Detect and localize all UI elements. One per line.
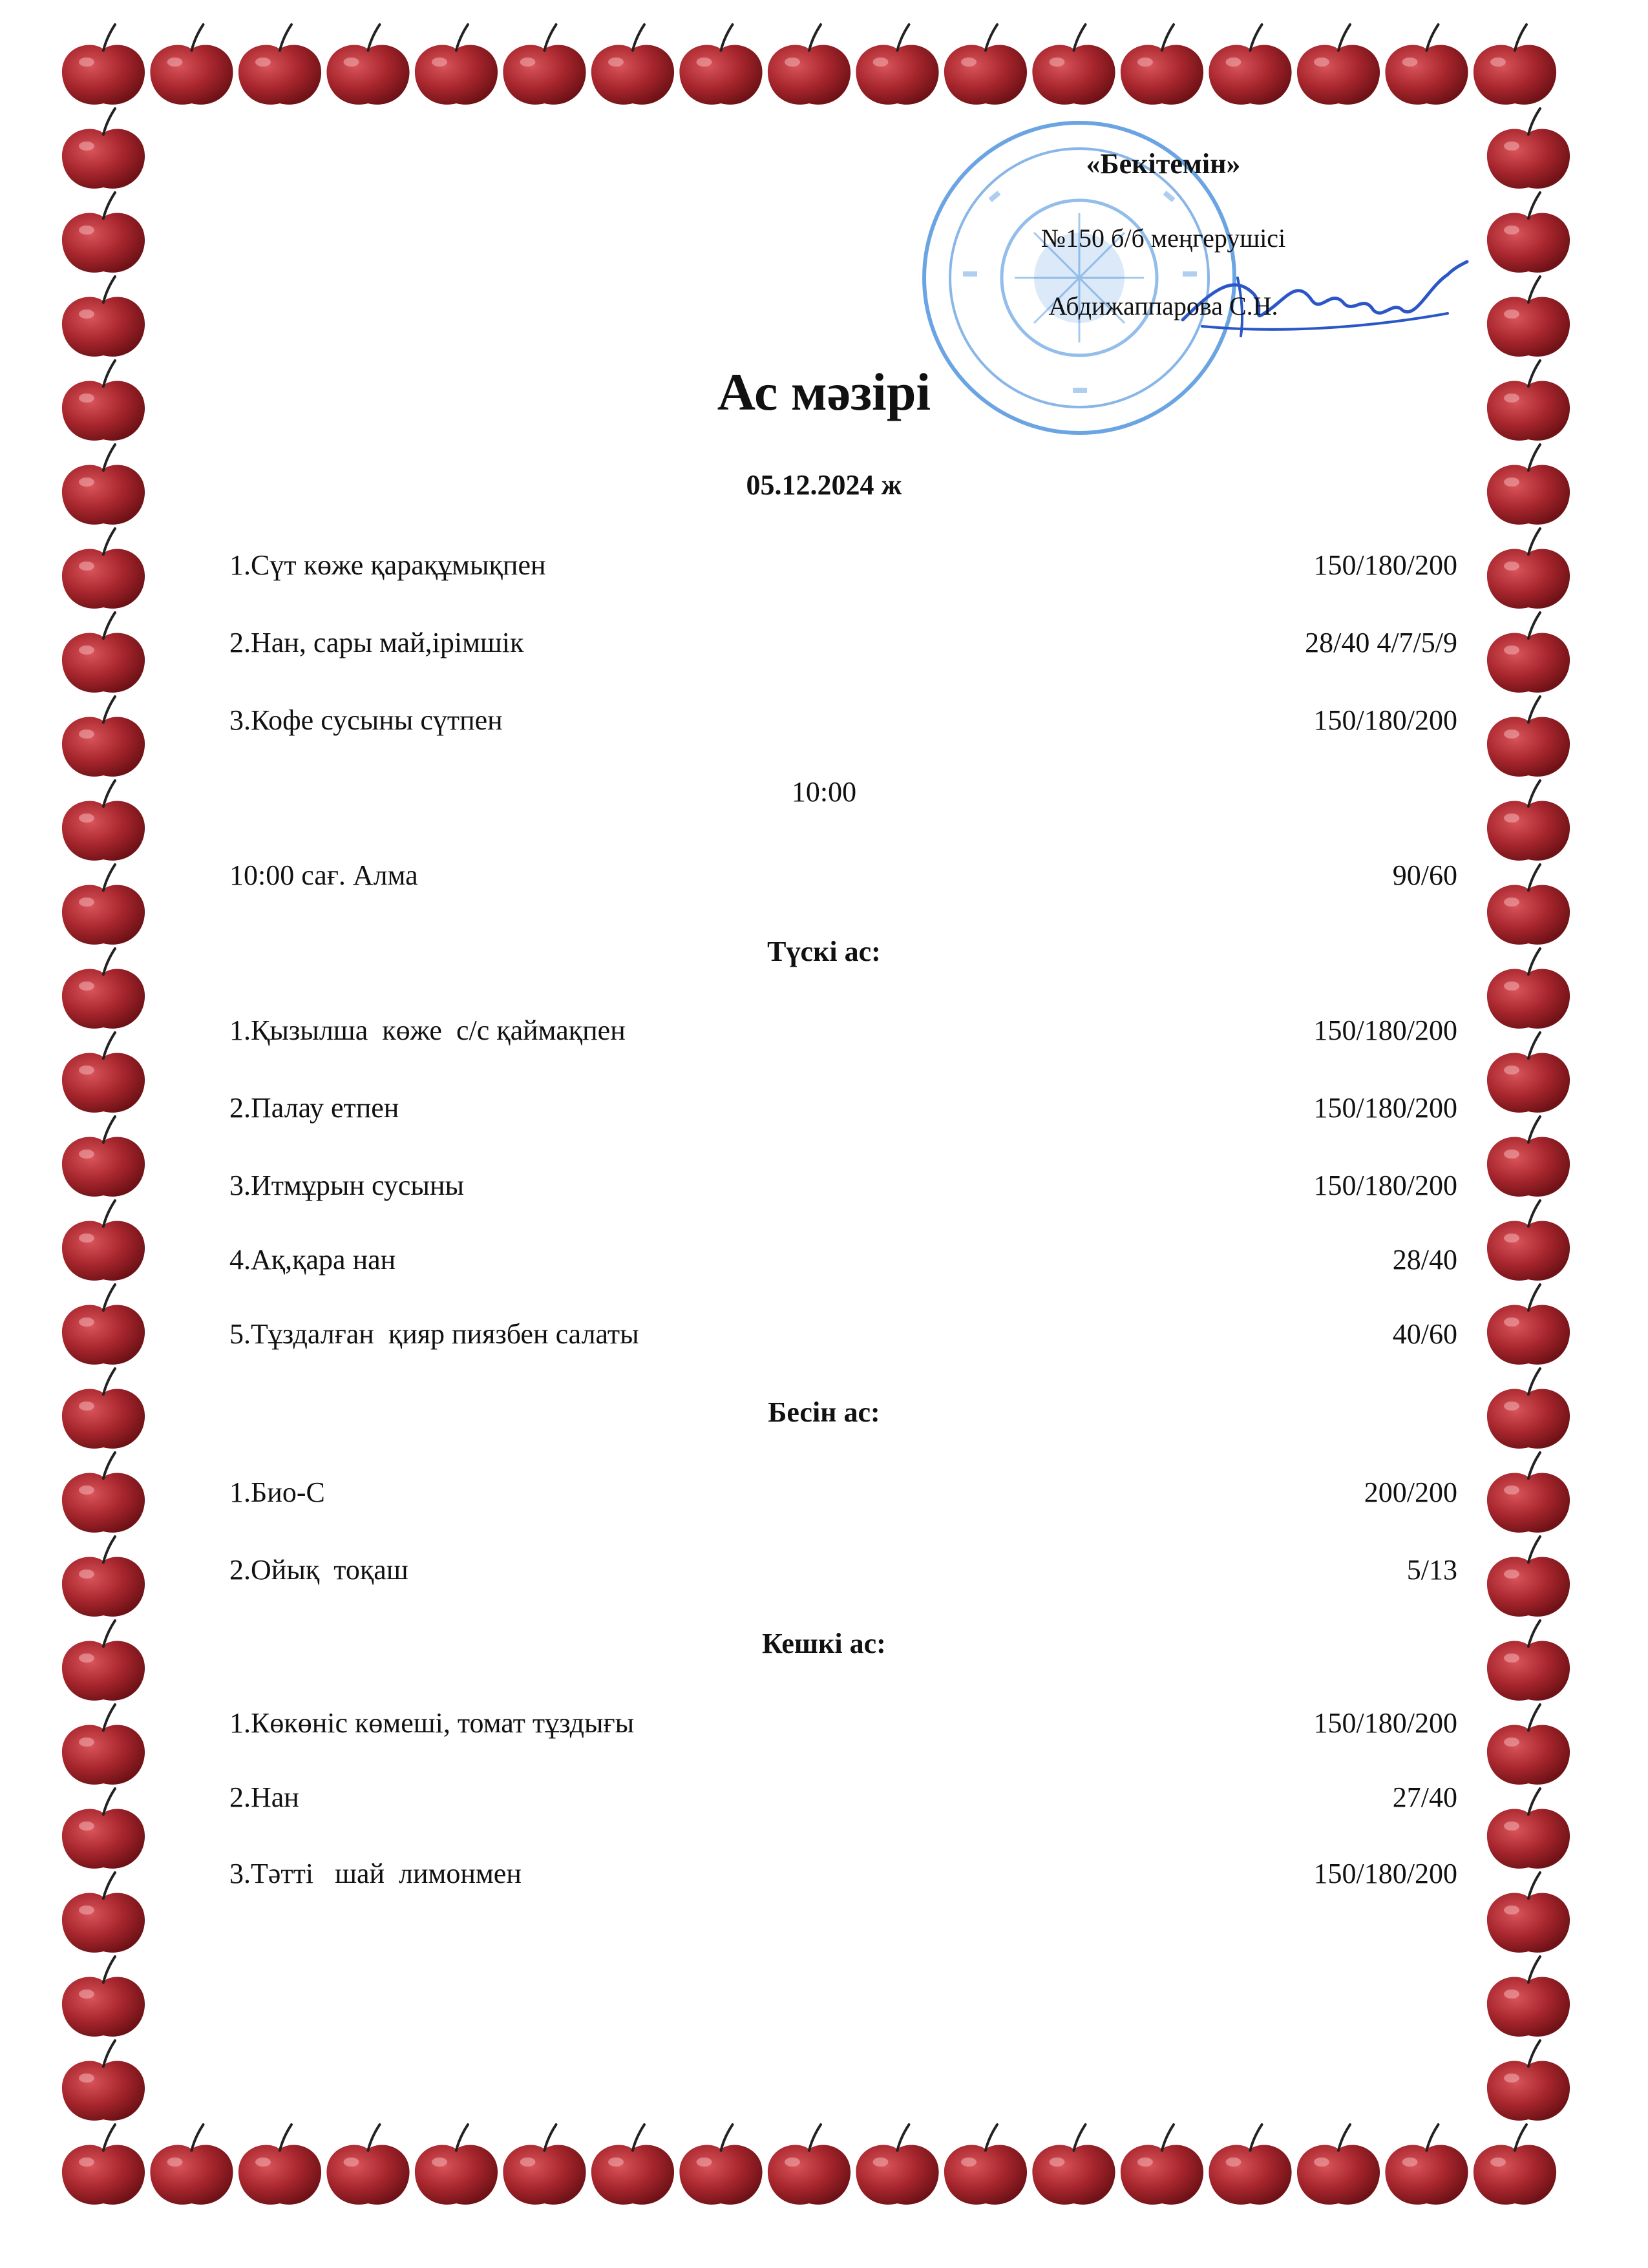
apple-icon	[326, 2125, 409, 2205]
apple-icon	[1474, 25, 1556, 105]
dish-name: 1.Сүт көже қарақұмықпен	[229, 549, 546, 581]
apple-icon	[62, 2125, 145, 2205]
apple-icon	[591, 25, 674, 105]
menu-row	[229, 856, 1457, 895]
apple-icon	[1487, 697, 1570, 777]
apple-icon	[62, 529, 145, 609]
apple-icon	[1487, 865, 1570, 945]
apple-icon	[856, 2125, 938, 2205]
apple-icon	[1487, 2041, 1570, 2121]
apple-icon	[944, 2125, 1027, 2205]
portion-amount: 150/180/200	[1313, 549, 1457, 581]
apple-icon	[1032, 2125, 1115, 2205]
menu-row	[229, 1551, 1457, 1590]
section-heading-lunch: Түскі ас:	[767, 936, 881, 967]
apple-icon	[856, 25, 938, 105]
menu-row	[229, 701, 1457, 740]
section-heading-dinner: Кешкі ас:	[762, 1628, 886, 1659]
apple-icon	[62, 1453, 145, 1533]
dish-name: 5.Тұздалған қияр пиязбен салаты	[229, 1318, 639, 1350]
apple-icon	[1297, 2125, 1380, 2205]
dish-name: 4.Ақ,қара нан	[229, 1244, 396, 1276]
apple-icon	[768, 25, 850, 105]
apple-icon	[1121, 25, 1203, 105]
portion-amount: 28/40 4/7/5/9	[1305, 627, 1457, 658]
apple-icon	[503, 2125, 586, 2205]
menu-row	[229, 1473, 1457, 1512]
apple-icon	[1487, 277, 1570, 357]
apple-icon	[1487, 1873, 1570, 1953]
dish-name: 1.Био-С	[229, 1476, 325, 1508]
apple-icon	[62, 277, 145, 357]
apple-icon	[679, 2125, 762, 2205]
dish-name: 2.Ойық тоқаш	[229, 1554, 408, 1586]
apple-icon	[62, 1789, 145, 1869]
apple-icon	[238, 2125, 321, 2205]
apple-icon	[62, 697, 145, 777]
section-heading-afternoon: Бесін ас:	[768, 1396, 880, 1428]
apple-icon	[62, 865, 145, 945]
dish-name: 3.Итмұрын сусыны	[229, 1170, 465, 1201]
apple-icon	[62, 1117, 145, 1197]
apple-icon	[62, 193, 145, 273]
apple-icon	[62, 2041, 145, 2121]
dish-name: 3.Тәтті шай лимонмен	[229, 1858, 522, 1889]
apple-icon	[62, 1957, 145, 2037]
apple-icon	[1487, 1033, 1570, 1113]
menu-row	[229, 1315, 1457, 1354]
menu-row	[229, 1166, 1457, 1205]
portion-amount: 200/200	[1364, 1476, 1457, 1508]
dish-name: 2.Палау етпен	[229, 1092, 399, 1124]
dish-name: 2.Нан, сары май,ірімшік	[229, 627, 524, 658]
apple-icon	[326, 25, 409, 105]
dish-name: 1.Қызылша көже с/с қаймақпен	[229, 1014, 626, 1046]
dish-name: 2.Нан	[229, 1781, 299, 1813]
apple-icon	[1487, 193, 1570, 273]
menu-title: Ас мәзірі	[717, 362, 931, 421]
menu-row	[229, 1778, 1457, 1817]
portion-amount: 150/180/200	[1313, 704, 1457, 736]
portion-amount: 28/40	[1392, 1244, 1457, 1276]
apple-icon	[62, 613, 145, 693]
apple-icon	[62, 1873, 145, 1953]
menu-row	[229, 1011, 1457, 1050]
apple-icon	[1487, 1537, 1570, 1617]
menu-row	[229, 1854, 1457, 1893]
menu-row	[229, 1704, 1457, 1743]
dish-name: 10:00 сағ. Алма	[229, 859, 418, 891]
apple-icon	[591, 2125, 674, 2205]
portion-amount: 5/13	[1406, 1554, 1457, 1586]
apple-icon	[768, 2125, 850, 2205]
apple-icon	[62, 1201, 145, 1281]
apple-icon	[1487, 1453, 1570, 1533]
portion-amount: 90/60	[1392, 859, 1457, 891]
apple-icon	[679, 25, 762, 105]
apple-icon	[1297, 25, 1380, 105]
apple-icon	[1487, 613, 1570, 693]
apple-icon	[62, 25, 145, 105]
apple-icon	[62, 1285, 145, 1365]
apple-icon	[944, 25, 1027, 105]
portion-amount: 150/180/200	[1313, 1707, 1457, 1739]
apple-icon	[1487, 1705, 1570, 1785]
menu-row	[229, 1089, 1457, 1128]
menu-row	[229, 1241, 1457, 1279]
apple-icon	[1209, 2125, 1291, 2205]
apple-icon	[1487, 529, 1570, 609]
apple-icon	[238, 25, 321, 105]
apple-icon	[1121, 2125, 1203, 2205]
portion-amount: 150/180/200	[1313, 1014, 1457, 1046]
apple-icon	[1487, 1957, 1570, 2037]
apple-icon	[150, 2125, 233, 2205]
apple-icon	[1487, 1789, 1570, 1869]
portion-amount: 150/180/200	[1313, 1092, 1457, 1124]
apple-icon	[1032, 25, 1115, 105]
apple-icon	[1487, 109, 1570, 189]
apple-icon	[503, 25, 586, 105]
apple-icon	[62, 1033, 145, 1113]
approval-title: «Бекітемін»	[1086, 148, 1241, 180]
menu-date: 05.12.2024 ж	[746, 469, 902, 501]
menu-row	[229, 546, 1457, 585]
dish-name: 3.Кофе сусыны сүтпен	[229, 704, 503, 736]
apple-icon	[1474, 2125, 1556, 2205]
portion-amount: 150/180/200	[1313, 1170, 1457, 1201]
apple-icon	[62, 1537, 145, 1617]
apple-icon	[62, 1705, 145, 1785]
apple-icon	[150, 25, 233, 105]
apple-icon	[1385, 25, 1468, 105]
section-heading-snack: 10:00	[791, 776, 857, 808]
portion-amount: 40/60	[1392, 1318, 1457, 1350]
apple-icon	[1487, 1117, 1570, 1197]
approver-name: Абдижаппарова С.Н.	[1048, 291, 1278, 320]
apple-icon	[1487, 1285, 1570, 1365]
apple-icon	[415, 25, 498, 105]
menu-row	[229, 624, 1457, 662]
portion-amount: 27/40	[1392, 1781, 1457, 1813]
apple-icon	[1209, 25, 1291, 105]
dish-name: 1.Көкөніс көмеші, томат тұздығы	[229, 1707, 635, 1739]
apple-icon	[415, 2125, 498, 2205]
apple-icon	[1385, 2125, 1468, 2205]
apple-icon	[1487, 1201, 1570, 1281]
portion-amount: 150/180/200	[1313, 1858, 1457, 1889]
approver-position: №150 б/б меңгерушісі	[1041, 224, 1286, 253]
apple-icon	[62, 109, 145, 189]
